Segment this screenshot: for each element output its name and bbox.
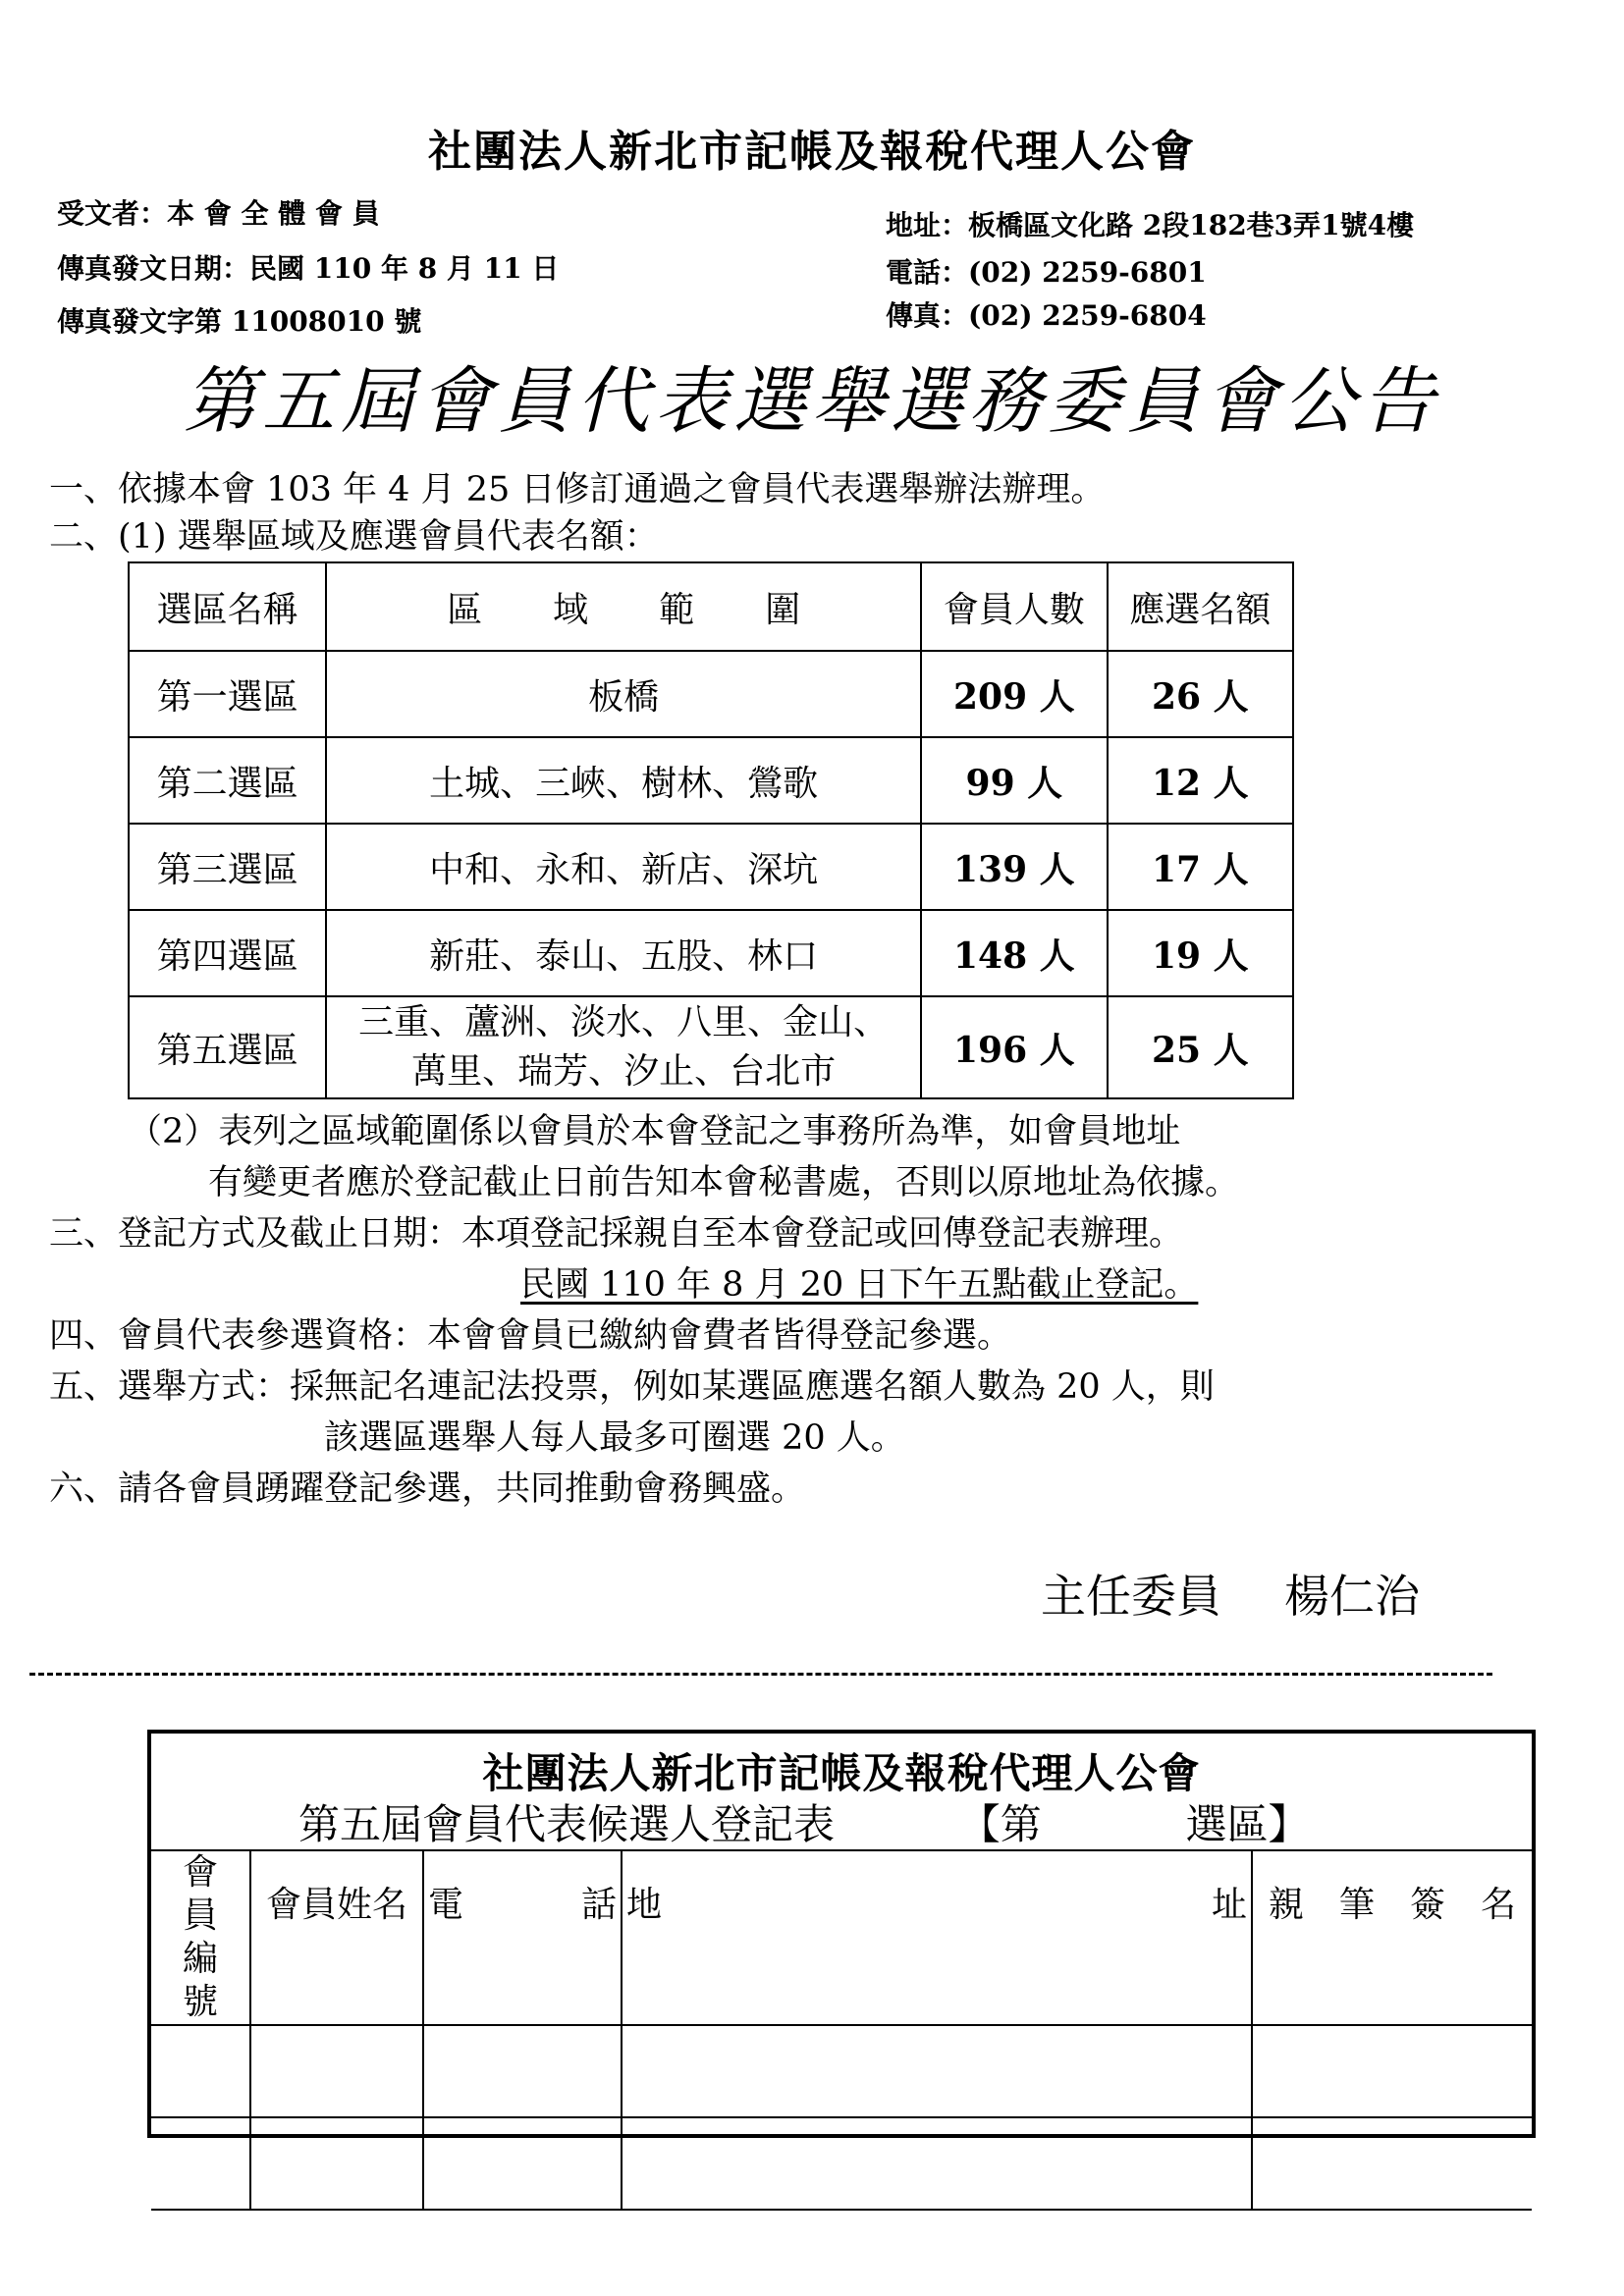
col-address-a: 地 [626,1885,663,1925]
item-6: 六、請各會員踴躍登記參選，共同推動會務興盛。 [49,1469,806,1509]
registration-row [151,2117,1532,2210]
table-row [129,651,1293,737]
cell-signature[interactable] [1252,2117,1532,2210]
table-row [129,824,1293,910]
col-member-number-line-1: 會 員 [182,1852,254,1936]
district-area-line-1: 三重、蘆洲、淡水、八里、金山、 [358,1002,890,1042]
registration-form [147,1730,1536,2138]
cell-member-number[interactable] [151,2117,250,2210]
table-row [129,737,1293,824]
col-member-name: 會員姓名 [250,1850,423,2025]
phone: 電話：(02) 2259-6801 [886,256,1207,289]
address: 地址：板橋區文化路 2段182巷3弄1號4樓 [886,209,1415,241]
table-header-row [129,562,1293,651]
signature-name: 楊仁治 [1284,1570,1420,1623]
form-title-text: 第五屆會員代表候選人登記表 [298,1800,836,1848]
form-title [298,1792,1309,1851]
district-area: 土城、三峽、樹林、鶯歌 [326,737,921,824]
signature-role: 主任委員 [1041,1570,1221,1623]
cut-line [29,1673,1492,1676]
cell-phone[interactable] [423,2117,622,2210]
district-members: 99 人 [921,737,1108,824]
district-name: 第三選區 [129,824,326,910]
form-org-title: 社團法人新北市記帳及報稅代理人公會 [482,1749,1201,1797]
form-district-close: 選區】 [1185,1800,1310,1848]
fax-date: 傳真發文日期：民國 110 年 8 月 11 日 [57,252,560,285]
header-area: 區 域 範 圍 [326,562,921,651]
district-members: 148 人 [921,910,1108,996]
recipient: 受文者：本 會 全 體 會 員 [57,197,380,230]
cell-address[interactable] [622,2025,1252,2117]
district-name: 第四選區 [129,910,326,996]
district-area [326,996,921,1098]
district-name: 第一選區 [129,651,326,737]
registration-row [151,2025,1532,2117]
form-district-open: 【第 [958,1800,1042,1848]
district-area: 新莊、泰山、五股、林口 [326,910,921,996]
col-phone-a: 電 [428,1885,464,1925]
announcement-title: 第五屆會員代表選舉選務委員會公告 [184,359,1440,444]
col-address-b: 址 [1211,1885,1247,1925]
item-5-line-1: 五、選舉方式：採無記名連記法投票，例如某選區應選名額人數為 20 人，則 [49,1367,1215,1407]
cell-address[interactable] [622,2117,1252,2210]
table-row [129,996,1293,1098]
fax-number: 傳真發文字第 11008010 號 [57,305,422,338]
district-name: 第五選區 [129,996,326,1098]
col-member-number [151,1850,254,2025]
note-2-line-1: （2）表列之區域範圍係以會員於本會登記之事務所為準，如會員地址 [128,1112,1181,1151]
col-phone [423,1850,622,2025]
header-seats: 應選名額 [1108,562,1293,651]
cell-member-number[interactable] [151,2025,250,2117]
note-2-line-2: 有變更者應於登記截止日前告知本會秘書處，否則以原地址為依據。 [208,1163,1240,1202]
org-title: 社團法人新北市記帳及報稅代理人公會 [428,127,1196,177]
district-members: 139 人 [921,824,1108,910]
item-3: 三、登記方式及截止日期：本項登記採親自至本會登記或回傳登記表辦理。 [49,1214,1184,1254]
cell-phone[interactable] [423,2025,622,2117]
registration-header-row [151,1850,1532,2025]
district-name: 第二選區 [129,737,326,824]
district-seats: 19 人 [1108,910,1293,996]
col-signature: 親 筆 簽 名 [1252,1850,1532,2025]
fax: 傳真：(02) 2259-6804 [886,299,1207,332]
item-1: 一、依據本會 103 年 4 月 25 日修訂通過之會員代表選舉辦法辦理。 [49,470,1106,509]
district-members: 196 人 [921,996,1108,1098]
item-5-line-2: 該選區選舉人每人最多可圈選 20 人。 [324,1418,905,1458]
district-seats: 26 人 [1108,651,1293,737]
district-seats: 25 人 [1108,996,1293,1098]
district-area: 板橋 [326,651,921,737]
header-members: 會員人數 [921,562,1108,651]
item-4: 四、會員代表參選資格：本會會員已繳納會費者皆得登記參選。 [49,1316,1012,1356]
cell-member-name[interactable] [250,2025,423,2117]
cell-signature[interactable] [1252,2025,1532,2117]
district-members: 209 人 [921,651,1108,737]
district-area: 中和、永和、新店、深坑 [326,824,921,910]
district-seats: 12 人 [1108,737,1293,824]
registration-deadline: 民國 110 年 8 月 20 日下午五點截止登記。 [520,1265,1199,1305]
col-address [622,1850,1252,2025]
district-seats: 17 人 [1108,824,1293,910]
col-member-number-line-2: 編 號 [182,1939,254,2022]
registration-table [151,1849,1532,2211]
col-phone-b: 話 [580,1885,617,1925]
header-district-name: 選區名稱 [129,562,326,651]
district-table [128,561,1294,1099]
item-2: 二、(1) 選舉區域及應選會員代表名額： [49,517,659,557]
district-area-line-2: 萬里、瑞芳、汐止、台北市 [411,1051,837,1092]
cell-member-name[interactable] [250,2117,423,2210]
table-row [129,910,1293,996]
